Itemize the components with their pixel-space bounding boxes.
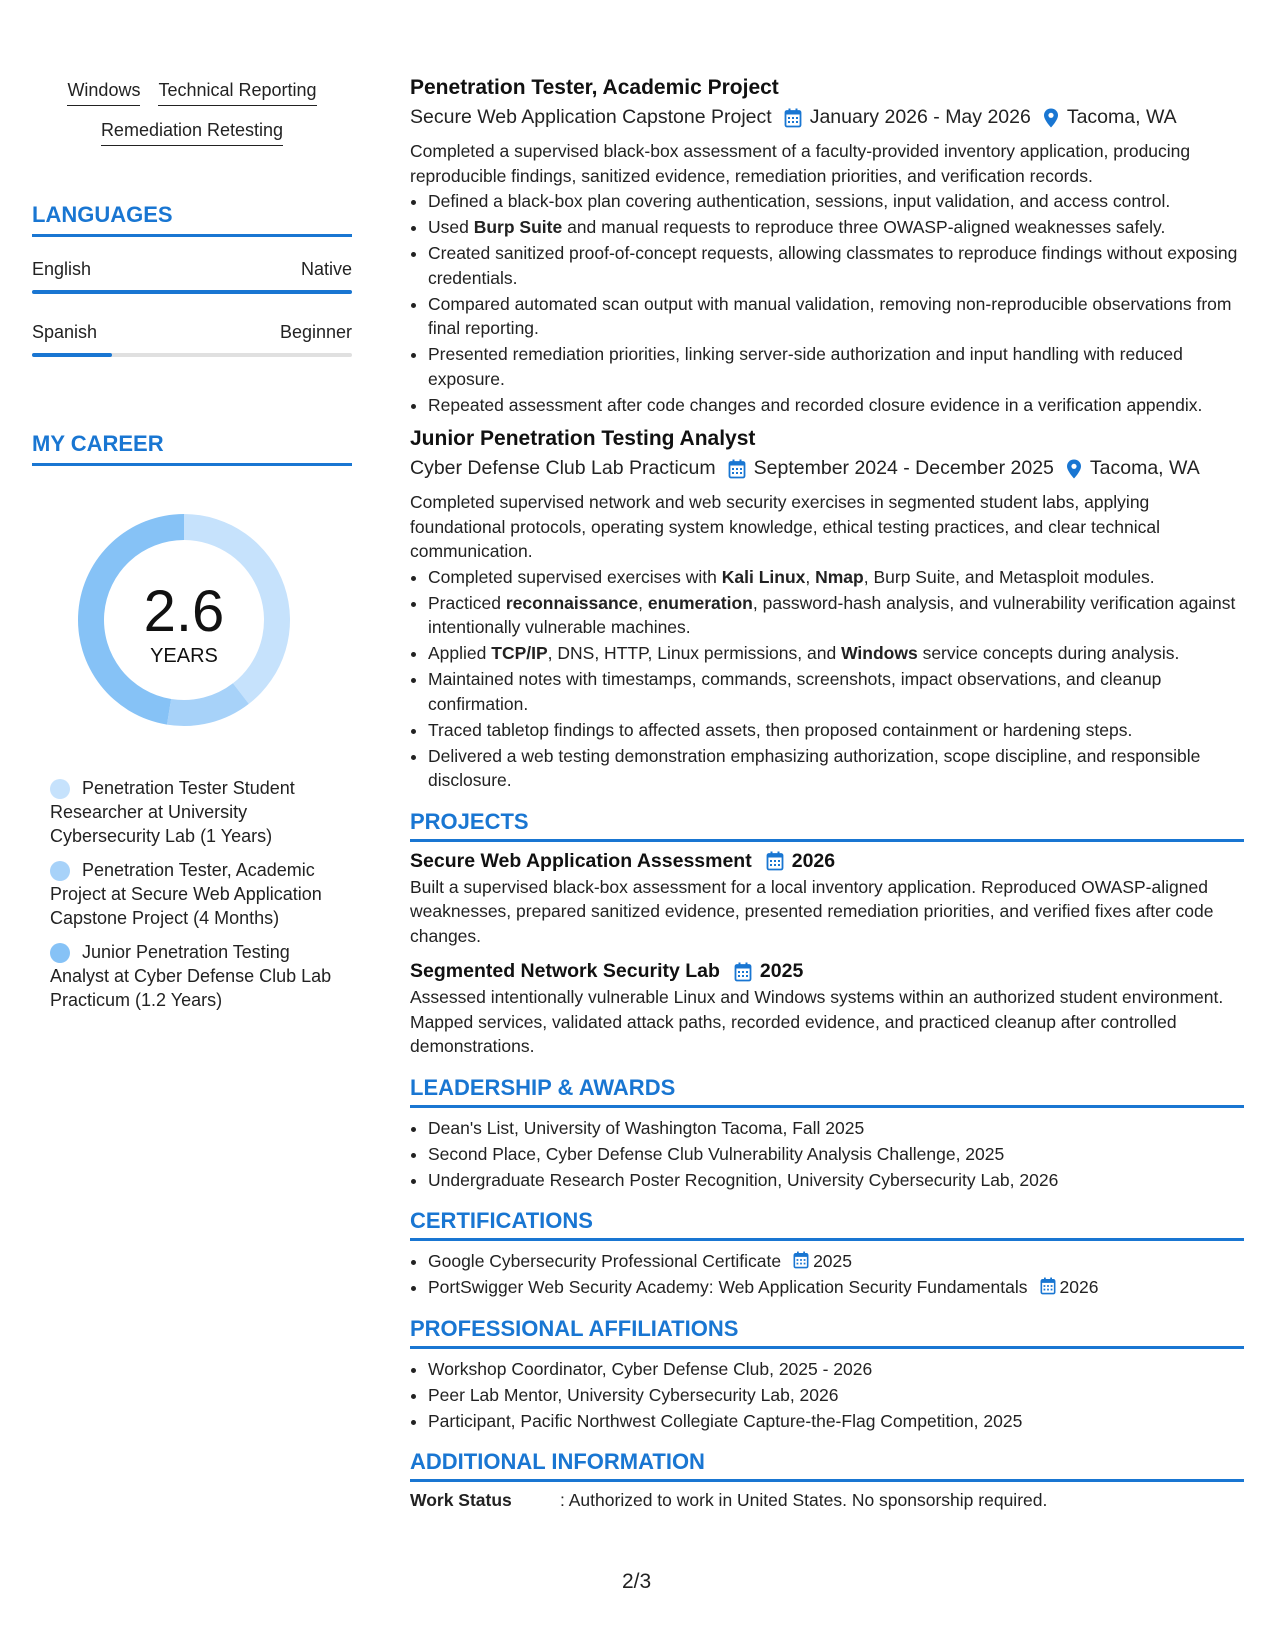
- additional-info-heading: ADDITIONAL INFORMATION: [410, 1449, 1244, 1482]
- affiliations-list: [410, 1357, 1244, 1434]
- job-location: Tacoma, WA: [1066, 106, 1177, 128]
- awards-heading: LEADERSHIP & AWARDS: [410, 1075, 1244, 1108]
- career-legend-item: [50, 776, 352, 848]
- certification-item: [428, 1275, 1244, 1300]
- career-donut-chart: [64, 500, 304, 740]
- calendar-icon: [793, 1251, 809, 1269]
- job-meta: [410, 457, 1244, 480]
- project-year: 2025: [759, 960, 804, 982]
- career-total-unit: YEARS: [150, 644, 218, 667]
- career-total-years: 2.6: [143, 578, 225, 644]
- certification-name: Google Cybersecurity Professional Certificate: [428, 1251, 782, 1271]
- project-year: 2026: [791, 849, 836, 872]
- job-dates: September 2024 - December 2025: [753, 457, 1054, 479]
- work-status-value: : Authorized to work in United States. No sponsorship required.: [560, 1490, 1048, 1510]
- job-entry: [410, 76, 1244, 417]
- award-item: • Undergraduate Research Poster Recognition, University Cybersecurity Lab, 2026: [428, 1168, 1244, 1193]
- career-legend-text: Junior Penetration Testing Analyst at Cyber Defense Club Lab Practicum (1.2 Years): [50, 942, 332, 1010]
- language-level-bar: [32, 353, 352, 357]
- award-item: • Second Place, Cyber Defense Club Vulnerability Analysis Challenge, 2025: [428, 1142, 1244, 1167]
- job-bullet: • Practiced reconnaissance, enumeration, password-hash analysis, and vulnerability verification against intentionally vulnerable machines.: [428, 591, 1244, 640]
- map-pin-icon: [1066, 459, 1082, 479]
- job-bullet: • Presented remediation priorities, linking server-side authorization and input handling with reduced exposure.: [428, 342, 1244, 391]
- left-column: [32, 80, 352, 1022]
- language-level-bar: [32, 290, 352, 294]
- calendar-icon: [784, 108, 802, 128]
- project-title: Segmented Network Security Lab: [410, 960, 720, 982]
- career-heading: MY CAREER: [32, 431, 352, 466]
- calendar-icon: [734, 962, 752, 982]
- job-bullet: • Used Burp Suite and manual requests to reproduce three OWASP-aligned weaknesses safely.: [428, 215, 1244, 240]
- skill-tag: Windows: [67, 80, 140, 106]
- page-number: 2/3: [622, 1570, 652, 1593]
- skill-tag: Technical Reporting: [158, 80, 316, 106]
- awards-list: [410, 1116, 1244, 1193]
- job-bullets: [410, 565, 1244, 793]
- job-bullet: • Traced tabletop findings to affected assets, then proposed containment or hardening steps.: [428, 718, 1244, 743]
- job-bullet: • Maintained notes with timestamps, commands, screenshots, impact observations, and cleanup confirmation.: [428, 667, 1244, 716]
- award-item: • Dean's List, University of Washington Tacoma, Fall 2025: [428, 1116, 1244, 1141]
- certification-year: 2025: [813, 1251, 853, 1271]
- language-name: Spanish: [32, 322, 98, 342]
- job-title: Penetration Tester, Academic Project: [410, 76, 779, 99]
- affiliation-item: • Peer Lab Mentor, University Cybersecurity Lab, 2026: [428, 1383, 1244, 1408]
- job-description: Completed supervised network and web security exercises in segmented student labs, applying foundational protocols, operating system knowledge, ethical testing practices, and clear technical communication.: [410, 492, 1161, 561]
- job-title: Junior Penetration Testing Analyst: [410, 427, 756, 450]
- job-bullet: • Applied TCP/IP, DNS, HTTP, Linux permissions, and Windows service concepts during analysis.: [428, 641, 1244, 666]
- work-status-row: [410, 1490, 1244, 1511]
- work-status-label: Work Status: [410, 1490, 512, 1510]
- project-entry: [410, 960, 1244, 1059]
- job-location: Tacoma, WA: [1089, 457, 1200, 479]
- skills-list: [32, 80, 352, 146]
- affiliations-heading: PROFESSIONAL AFFILIATIONS: [410, 1316, 1244, 1349]
- job-bullet: • Repeated assessment after code changes and recorded closure evidence in a verification appendix.: [428, 393, 1244, 418]
- job-organization: Secure Web Application Capstone Project: [410, 106, 772, 128]
- job-bullet: • Delivered a web testing demonstration emphasizing authorization, scope discipline, and responsible disclosure.: [428, 744, 1244, 793]
- language-level-fill: [32, 353, 112, 357]
- languages-heading: LANGUAGES: [32, 202, 352, 237]
- legend-dot: [50, 861, 70, 881]
- job-bullet: • Created sanitized proof-of-concept requests, allowing classmates to reproduce findings without exposing credentials.: [428, 241, 1244, 290]
- language-level-fill: [32, 290, 352, 294]
- map-pin-icon: [1043, 108, 1059, 128]
- career-legend-text: Penetration Tester Student Researcher at University Cybersecurity Lab (1 Years): [50, 778, 295, 846]
- career-legend: [32, 776, 352, 1012]
- calendar-icon: [728, 459, 746, 479]
- certifications-heading: CERTIFICATIONS: [410, 1208, 1244, 1241]
- project-title: Secure Web Application Assessment: [410, 849, 752, 872]
- project-description: Assessed intentionally vulnerable Linux and Windows systems within an authorized student environment. Mapped services, validated attack paths, recorded evidence, and practiced cleanup after controlled demonstrations.: [410, 987, 1224, 1056]
- job-bullets: [410, 189, 1244, 417]
- right-column: [410, 76, 1244, 1511]
- job-description: Completed a supervised black-box assessment of a faculty-provided inventory application, producing reproducible findings, sanitized evidence, remediation priorities, and verification records.: [410, 141, 1191, 186]
- job-meta: [410, 106, 1244, 129]
- job-entry: [410, 427, 1244, 793]
- career-legend-text: Penetration Tester, Academic Project at Secure Web Application Capstone Project (4 Months): [50, 860, 322, 928]
- language-english: [32, 259, 352, 294]
- skill-tag: Remediation Retesting: [101, 120, 283, 146]
- project-description: Built a supervised black-box assessment for a local inventory application. Reproduced OWASP-aligned weaknesses, prepared sanitized evidence, presented remediation priorities, and verified fixes after code changes.: [410, 876, 1214, 946]
- calendar-icon: [1040, 1277, 1056, 1295]
- affiliation-item: • Workshop Coordinator, Cyber Defense Club, 2025 - 2026: [428, 1357, 1244, 1382]
- language-name: English: [32, 259, 92, 279]
- job-organization: Cyber Defense Club Lab Practicum: [410, 457, 716, 479]
- career-legend-item: [50, 858, 352, 930]
- language-level: Beginner: [279, 322, 352, 342]
- language-level: Native: [300, 259, 352, 279]
- legend-dot: [50, 779, 70, 799]
- certification-year: 2026: [1059, 1277, 1099, 1297]
- calendar-icon: [766, 851, 784, 871]
- legend-dot: [50, 943, 70, 963]
- projects-heading: PROJECTS: [410, 809, 1244, 842]
- job-bullet: • Defined a black-box plan covering authentication, sessions, input validation, and access control.: [428, 189, 1244, 214]
- job-bullet: • Compared automated scan output with manual validation, removing non-reproducible observations from final reporting.: [428, 292, 1244, 341]
- affiliation-item: • Participant, Pacific Northwest Collegiate Capture-the-Flag Competition, 2025: [428, 1409, 1244, 1434]
- certification-item: [428, 1249, 1244, 1274]
- job-bullet: • Completed supervised exercises with Kali Linux, Nmap, Burp Suite, and Metasploit modules.: [428, 565, 1244, 590]
- language-spanish: [32, 322, 352, 357]
- project-entry: [410, 850, 1244, 949]
- career-legend-item: [50, 940, 352, 1012]
- job-dates: January 2026 - May 2026: [809, 106, 1031, 128]
- certification-name: PortSwigger Web Security Academy: Web Application Security Fundamentals: [428, 1277, 1028, 1297]
- certifications-list: [410, 1249, 1244, 1300]
